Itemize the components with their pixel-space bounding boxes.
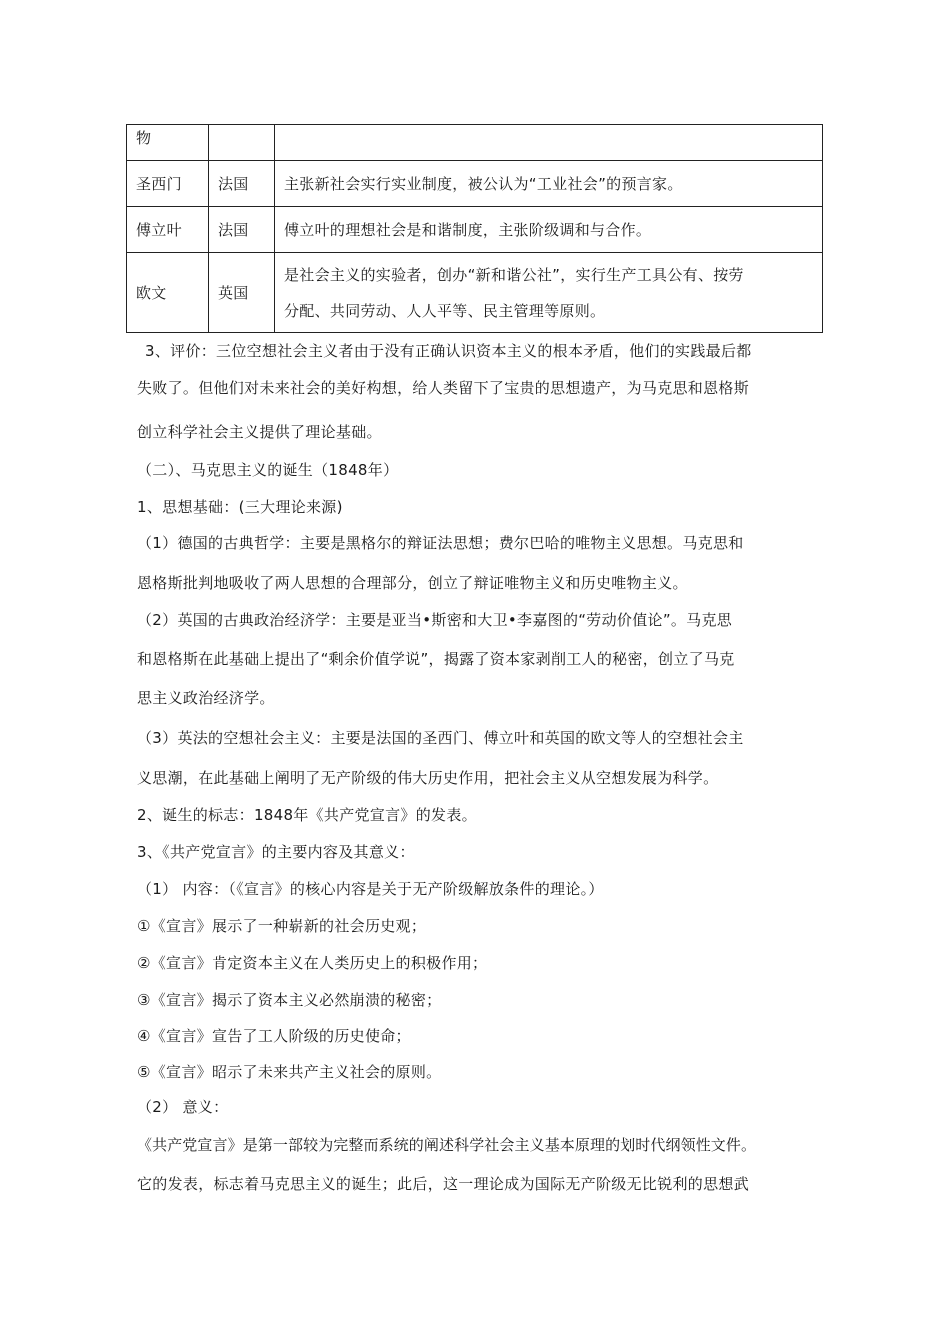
table-cell-name: 傅立叶 bbox=[127, 207, 209, 253]
table-cell-country: 法国 bbox=[209, 207, 275, 253]
text-line: 和恩格斯在此基础上提出了“剩余价值学说”，揭露了资本家剥削工人的秘密，创立了马克 bbox=[137, 650, 735, 668]
text-line: 3、《共产党宣言》的主要内容及其意义： bbox=[137, 843, 415, 861]
text-line: 它的发表，标志着马克思主义的诞生；此后，这一理论成为国际无产阶级无比锐利的思想武 bbox=[137, 1175, 750, 1193]
table-cell-desc: 主张新社会实行实业制度，被公认为“工业社会”的预言家。 bbox=[275, 161, 823, 207]
text-line: 思主义政治经济学。 bbox=[137, 689, 275, 707]
table-row bbox=[127, 253, 823, 333]
text-line: （2）英国的古典政治经济学：主要是亚当•斯密和大卫•李嘉图的“劳动价值论”。马克思 bbox=[137, 611, 733, 629]
list-item: ①《宣言》展示了一种崭新的社会历史观； bbox=[137, 917, 427, 935]
table-cell-name: 物 bbox=[127, 125, 209, 161]
table-cell-country: 法国 bbox=[209, 161, 275, 207]
text-line: （3）英法的空想社会主义：主要是法国的圣西门、傅立叶和英国的欧文等人的空想社会主 bbox=[137, 729, 744, 747]
text-line: （1） 内容：（《宣言》的核心内容是关于无产阶级解放条件的理论。） bbox=[137, 880, 604, 898]
table-cell-country: 英国 bbox=[209, 253, 275, 333]
table-row bbox=[127, 125, 823, 161]
table-cell-desc bbox=[275, 125, 823, 161]
list-item: ④《宣言》宣告了工人阶级的历史使命； bbox=[137, 1027, 411, 1045]
table-row bbox=[127, 207, 823, 253]
text-line: 恩格斯批判地吸收了两人思想的合理部分，创立了辩证唯物主义和历史唯物主义。 bbox=[137, 574, 688, 592]
text-line: 2、诞生的标志：1848年《共产党宣言》的发表。 bbox=[137, 806, 477, 824]
text-line: 义思潮，在此基础上阐明了无产阶级的伟大历史作用，把社会主义从空想发展为科学。 bbox=[137, 769, 719, 787]
list-item: ②《宣言》肯定资本主义在人类历史上的积极作用； bbox=[137, 954, 488, 972]
desc-line: 分配、共同劳动、人人平等、民主管理等原则。 bbox=[284, 301, 606, 320]
text-line: （1）德国的古典哲学：主要是黑格尔的辩证法思想；费尔巴哈的唯物主义思想。马克思和 bbox=[137, 534, 744, 552]
list-item: ③《宣言》揭示了资本主义必然崩溃的秘密； bbox=[137, 991, 442, 1009]
section-heading: （二）、马克思主义的诞生（1848年） bbox=[137, 461, 399, 479]
table-cell-country bbox=[209, 125, 275, 161]
text-line: 1、思想基础：(三大理论来源) bbox=[137, 498, 343, 516]
table-cell-name: 欧文 bbox=[127, 253, 209, 333]
table-cell-desc bbox=[275, 253, 823, 333]
text-line: 3、评价：三位空想社会主义者由于没有正确认识资本主义的根本矛盾，他们的实践最后都 bbox=[145, 342, 752, 360]
list-item: ⑤《宣言》昭示了未来共产主义社会的原则。 bbox=[137, 1063, 442, 1081]
text-line: 失败了。但他们对未来社会的美好构想，给人类留下了宝贵的思想遗产，为马克思和恩格斯 bbox=[137, 379, 750, 397]
text-line: 《共产党宣言》是第一部较为完整而系统的阐述科学社会主义基本原理的划时代纲领性文件。 bbox=[137, 1136, 757, 1154]
text-line: 创立科学社会主义提供了理论基础。 bbox=[137, 423, 382, 441]
table-row bbox=[127, 161, 823, 207]
text-line: （2） 意义： bbox=[137, 1098, 229, 1116]
thinkers-table bbox=[126, 124, 823, 333]
desc-line: 是社会主义的实验者，创办“新和谐公社”，实行生产工具公有、按劳 bbox=[284, 265, 744, 284]
table-cell-name: 圣西门 bbox=[127, 161, 209, 207]
table-cell-desc: 傅立叶的理想社会是和谐制度，主张阶级调和与合作。 bbox=[275, 207, 823, 253]
